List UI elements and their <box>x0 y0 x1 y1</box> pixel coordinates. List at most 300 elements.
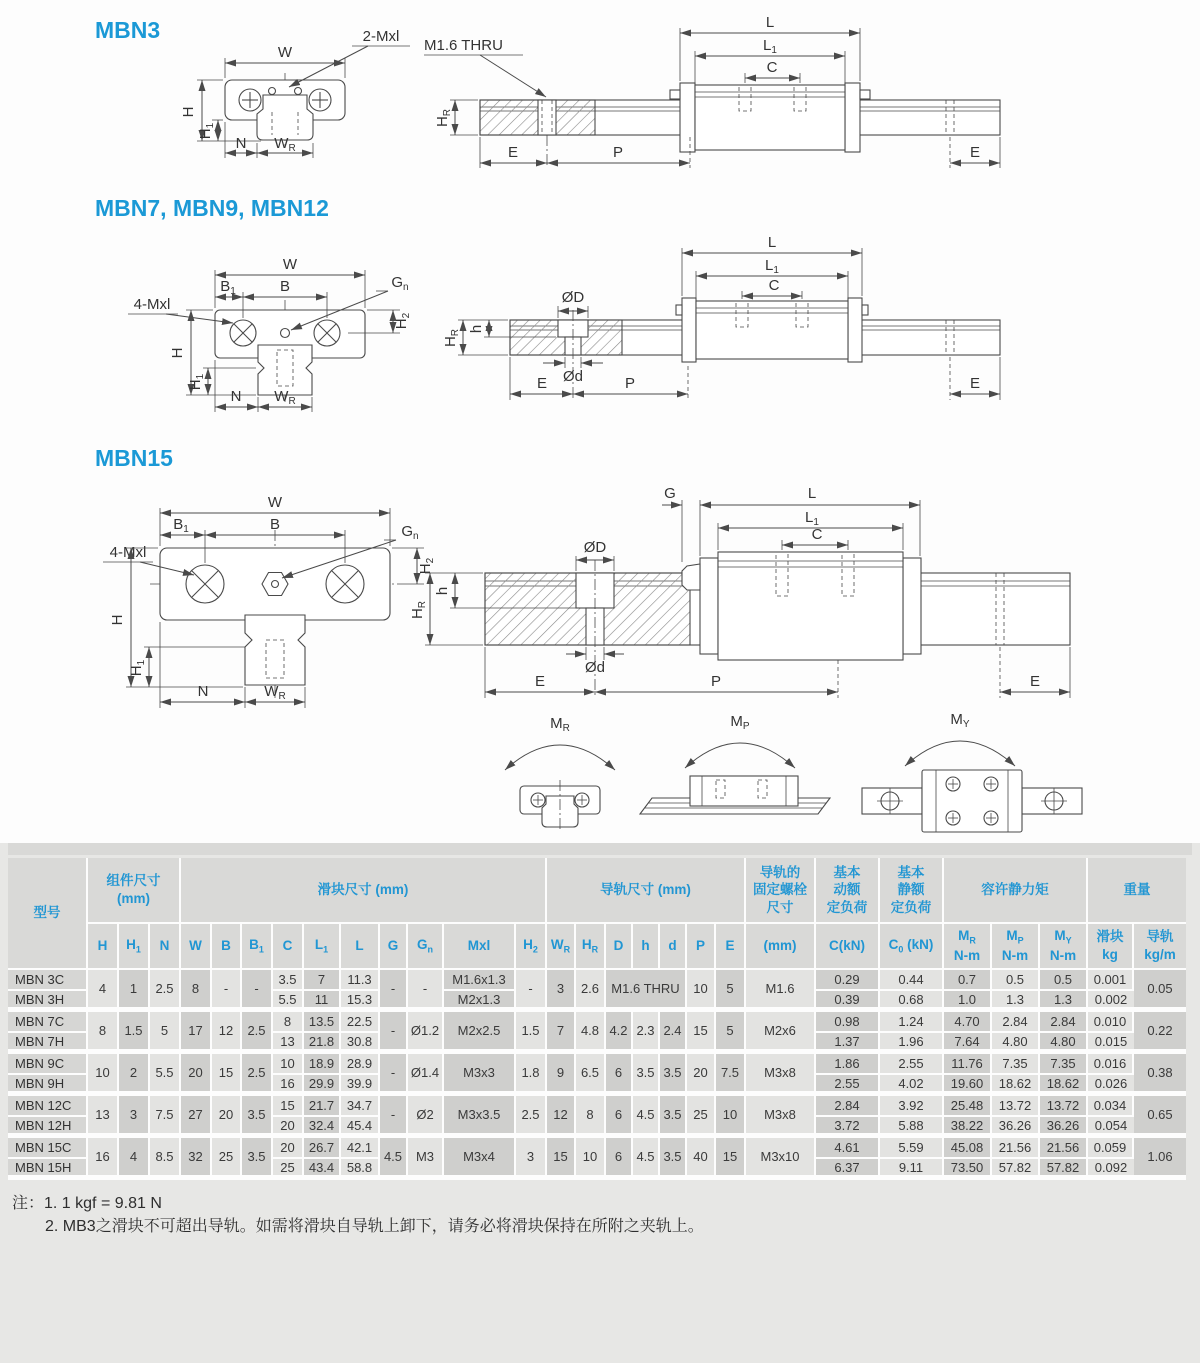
spec-cell: 3.5 <box>660 1054 687 1096</box>
spec-cell: 0.05 <box>1134 970 1186 1012</box>
spec-cell: - <box>516 970 547 1012</box>
spec-cell: 1.06 <box>1134 1138 1186 1180</box>
dim-label-hr: $H_R$ <box>442 328 461 348</box>
spec-cell: 4.5 <box>633 1096 660 1138</box>
header-col: (mm) <box>746 924 816 970</box>
dim-label-h2: $H_2$ <box>393 312 412 330</box>
spec-cell: 45.08 <box>944 1138 992 1159</box>
spec-cell: 7.64 <box>944 1033 992 1054</box>
spec-cell: 25.48 <box>944 1096 992 1117</box>
header-col: $B_1$ <box>242 924 273 970</box>
spec-cell: 0.026 <box>1088 1075 1134 1096</box>
dim-label-l1: $L_1$ <box>763 37 777 56</box>
section-title-mbn15: MBN15 <box>95 445 173 471</box>
spec-cell: 13.72 <box>1040 1096 1088 1117</box>
spec-cell: 4.80 <box>992 1033 1040 1054</box>
spec-cell: 20 <box>273 1138 304 1159</box>
spec-cell: 3 <box>119 1096 150 1138</box>
bolt-cell: M3x10 <box>746 1138 816 1180</box>
dim-label-p: P <box>710 673 722 690</box>
spec-cell: 3 <box>516 1138 547 1180</box>
spec-cell: 0.015 <box>1088 1033 1134 1054</box>
header-col: H <box>88 924 119 970</box>
moment-mp-diagram <box>640 713 830 814</box>
model-cell: MBN 12C <box>8 1096 88 1117</box>
dim-label-e: E <box>536 375 548 392</box>
spec-cell: 15 <box>212 1054 242 1096</box>
header-group: 导轨的 固定螺栓 尺寸 <box>746 858 816 924</box>
spec-cell: 4 <box>119 1138 150 1180</box>
moment-label-my: $M_Y$ <box>950 711 970 730</box>
spec-cell: 18.9 <box>304 1054 341 1075</box>
spec-cell: 0.68 <box>880 991 944 1012</box>
header-col: $M_R$ N-m <box>944 924 992 970</box>
header-col: $C_0$ (kN) <box>880 924 944 970</box>
header-col: W <box>181 924 212 970</box>
model-cell: MBN 9H <box>8 1075 88 1096</box>
spec-cell: M3x4 <box>444 1138 516 1180</box>
spec-cell: 1.24 <box>880 1012 944 1033</box>
spec-cell: 16 <box>88 1138 119 1180</box>
dim-label-e2: E <box>1029 673 1041 690</box>
dim-label-n: N <box>230 388 242 405</box>
spec-cell: 7 <box>304 970 341 991</box>
spec-cell: 4.02 <box>880 1075 944 1096</box>
spec-cell: 10 <box>273 1054 304 1075</box>
bolt-cell: M1.6 <box>746 970 816 1012</box>
dim-label-c: C <box>766 59 778 76</box>
spec-cell: 10 <box>716 1096 746 1138</box>
spec-cell: 1.96 <box>880 1033 944 1054</box>
spec-cell: 1.5 <box>516 1012 547 1054</box>
dim-label-h: H <box>109 614 126 626</box>
dim-label-4mxl: 4-Mxl <box>133 296 171 313</box>
spec-cell: 1 <box>119 970 150 1012</box>
spec-cell: 19.60 <box>944 1075 992 1096</box>
spec-cell: 3.5 <box>242 1096 273 1138</box>
spec-cell: 57.82 <box>992 1159 1040 1180</box>
header-col: $G_n$ <box>408 924 444 970</box>
spec-cell: 0.002 <box>1088 991 1134 1012</box>
spec-cell: 2.84 <box>1040 1012 1088 1033</box>
header-col: C(kN) <box>816 924 880 970</box>
dim-label-smalld: Ød <box>584 659 606 676</box>
spec-cell: 20 <box>212 1096 242 1138</box>
header-col: Mxl <box>444 924 516 970</box>
spec-cell: 4.8 <box>576 1012 606 1054</box>
dim-label-n: N <box>235 135 247 152</box>
spec-cell: 3.5 <box>660 1096 687 1138</box>
spec-cell: 7 <box>547 1012 576 1054</box>
spec-cell: 2 <box>119 1054 150 1096</box>
footnote-1 <box>12 1192 1188 1215</box>
header-col: N <box>150 924 181 970</box>
model-cell: MBN 12H <box>8 1117 88 1138</box>
spec-cell: 25 <box>273 1159 304 1180</box>
spec-cell: 0.5 <box>1040 970 1088 991</box>
spec-cell: 5 <box>716 970 746 1012</box>
spec-cell: 21.8 <box>304 1033 341 1054</box>
dim-label-hr: $H_R$ <box>434 108 453 128</box>
section-title-mbn3: MBN3 <box>95 17 161 43</box>
spec-cell: 10 <box>576 1138 606 1180</box>
header-col: h <box>633 924 660 970</box>
header-group: 滑块尺寸 (mm) <box>181 858 547 924</box>
spec-cell: 5.59 <box>880 1138 944 1159</box>
spec-cell: 2.84 <box>992 1012 1040 1033</box>
spec-cell: 4.5 <box>633 1138 660 1180</box>
header-col: $H_R$ <box>576 924 606 970</box>
specification-table-area <box>0 843 1200 1363</box>
spec-cell: 0.016 <box>1088 1054 1134 1075</box>
spec-cell: 73.50 <box>944 1159 992 1180</box>
spec-cell: 4.5 <box>380 1138 408 1180</box>
spec-cell: 0.65 <box>1134 1096 1186 1138</box>
dim-label-hr: $H_R$ <box>409 600 428 620</box>
dim-label-h: H <box>169 347 186 359</box>
spec-cell: 29.9 <box>304 1075 341 1096</box>
dim-label-l1: $L_1$ <box>765 257 779 276</box>
spec-cell: 12 <box>212 1012 242 1054</box>
spec-cell: 3.5 <box>633 1054 660 1096</box>
mbn3-side-view <box>424 14 1000 168</box>
spec-cell: 20 <box>181 1054 212 1096</box>
dim-label-e: E <box>534 673 546 690</box>
dim-label-b: B <box>269 516 281 533</box>
footnote-2-text: 2. MB3之滑块不可超出导轨。如需将滑块自导轨上卸下，请务必将滑块保持在所附之夹轨上。 <box>45 1218 704 1236</box>
header-group: 导轨尺寸 (mm) <box>547 858 746 924</box>
spec-cell: M3x3 <box>444 1054 516 1096</box>
spec-cell: 17 <box>181 1012 212 1054</box>
dim-label-wr: $W_R$ <box>264 683 286 702</box>
header-group: 基本 动额 定负荷 <box>816 858 880 924</box>
spec-cell: 42.1 <box>341 1138 380 1159</box>
header-col: L <box>341 924 380 970</box>
dim-label-e2: E <box>969 375 981 392</box>
model-cell: MBN 9C <box>8 1054 88 1075</box>
spec-cell: 11.3 <box>341 970 380 991</box>
spec-cell: 58.8 <box>341 1159 380 1180</box>
dim-label-c: C <box>811 526 823 543</box>
spec-cell: 2.55 <box>880 1054 944 1075</box>
spec-cell: 0.39 <box>816 991 880 1012</box>
spec-cell: 13.72 <box>992 1096 1040 1117</box>
dim-label-wr: $W_R$ <box>274 135 296 154</box>
header-model: 型号 <box>8 858 88 970</box>
spec-cell: 0.98 <box>816 1012 880 1033</box>
header-col: P <box>687 924 716 970</box>
spec-cell: 2.3 <box>633 1012 660 1054</box>
spec-cell: M2x1.3 <box>444 991 516 1012</box>
spec-cell: 11.76 <box>944 1054 992 1075</box>
header-col: 滑块 kg <box>1088 924 1134 970</box>
spec-cell: - <box>212 970 242 1012</box>
spec-cell: M1.6 THRU <box>606 970 687 1012</box>
header-col: $M_P$ N-m <box>992 924 1040 970</box>
header-col: $L_1$ <box>304 924 341 970</box>
dim-label-hsmall: h <box>434 586 451 596</box>
spec-cell: 6 <box>606 1054 633 1096</box>
spec-cell: 13 <box>273 1033 304 1054</box>
moment-label-mp: $M_P$ <box>730 713 750 732</box>
spec-cell: 2.5 <box>516 1096 547 1138</box>
spec-cell: 28.9 <box>341 1054 380 1075</box>
spec-cell: 57.82 <box>1040 1159 1088 1180</box>
spec-cell: 3.5 <box>660 1138 687 1180</box>
spec-cell: 36.26 <box>992 1117 1040 1138</box>
spec-cell: 32.4 <box>304 1117 341 1138</box>
model-cell: MBN 15H <box>8 1159 88 1180</box>
dim-label-w: W <box>282 256 298 273</box>
spec-cell: 15 <box>687 1012 716 1054</box>
bolt-cell: M3x8 <box>746 1096 816 1138</box>
spec-cell: 18.62 <box>1040 1075 1088 1096</box>
spec-cell: M3 <box>408 1138 444 1180</box>
dim-label-h: H <box>180 106 197 118</box>
spec-cell: - <box>380 970 408 1012</box>
spec-cell: Ø1.2 <box>408 1012 444 1054</box>
spec-cell: 3.5 <box>242 1138 273 1180</box>
spec-cell: 1.3 <box>992 991 1040 1012</box>
moment-my-diagram <box>862 711 1082 832</box>
mbn3-front-view <box>180 28 410 158</box>
spec-cell: 43.4 <box>304 1159 341 1180</box>
spec-cell: 8.5 <box>150 1138 181 1180</box>
spec-cell: - <box>242 970 273 1012</box>
spec-cell: 15 <box>716 1138 746 1180</box>
dim-label-gn: $G_n$ <box>401 523 419 542</box>
spec-cell: 15.3 <box>341 991 380 1012</box>
spec-cell: 26.7 <box>304 1138 341 1159</box>
spec-cell: 0.059 <box>1088 1138 1134 1159</box>
table-top-strip <box>8 843 1192 855</box>
dim-label-bigd: ØD <box>561 289 585 306</box>
dim-label-w: W <box>267 494 283 511</box>
spec-cell: 3.72 <box>816 1117 880 1138</box>
footnote-1-text: 1. 1 kgf = 9.81 N <box>44 1195 162 1212</box>
spec-cell: M1.6x1.3 <box>444 970 516 991</box>
spec-cell: 1.37 <box>816 1033 880 1054</box>
spec-cell: 1.5 <box>119 1012 150 1054</box>
footnote-prefix: 注： <box>12 1195 45 1212</box>
spec-cell: 16 <box>273 1075 304 1096</box>
spec-cell: 7.5 <box>716 1054 746 1096</box>
spec-cell: 18.62 <box>992 1075 1040 1096</box>
spec-cell: 9.11 <box>880 1159 944 1180</box>
dim-label-smalld: Ød <box>562 368 584 385</box>
spec-cell: 0.38 <box>1134 1054 1186 1096</box>
moment-label-mr: $M_R$ <box>550 715 570 734</box>
spec-cell: 2.5 <box>242 1012 273 1054</box>
spec-cell: 0.010 <box>1088 1012 1134 1033</box>
spec-cell: 7.35 <box>992 1054 1040 1075</box>
dim-label-b1: $B_1$ <box>220 278 236 297</box>
spec-cell: 8 <box>88 1012 119 1054</box>
spec-cell: 30.8 <box>341 1033 380 1054</box>
model-cell: MBN 15C <box>8 1138 88 1159</box>
header-col: $W_R$ <box>547 924 576 970</box>
spec-cell: 2.5 <box>242 1054 273 1096</box>
spec-cell: 0.5 <box>992 970 1040 991</box>
spec-cell: Ø1.4 <box>408 1054 444 1096</box>
spec-cell: 7.5 <box>150 1096 181 1138</box>
footnotes <box>12 1192 1188 1238</box>
spec-cell: 4.70 <box>944 1012 992 1033</box>
dim-label-bigd: ØD <box>583 539 607 556</box>
spec-cell: 11 <box>304 991 341 1012</box>
header-col: 导轨 kg/m <box>1134 924 1186 970</box>
header-group: 组件尺寸 (mm) <box>88 858 181 924</box>
spec-cell: 8 <box>181 970 212 1012</box>
spec-cell: 21.7 <box>304 1096 341 1117</box>
spec-cell: 0.034 <box>1088 1096 1134 1117</box>
spec-cell: 25 <box>212 1138 242 1180</box>
spec-cell: 0.29 <box>816 970 880 991</box>
spec-cell: 3.5 <box>273 970 304 991</box>
spec-cell: 6 <box>606 1138 633 1180</box>
dim-label-b1: $B_1$ <box>173 516 189 535</box>
spec-cell: 6 <box>606 1096 633 1138</box>
spec-cell: 25 <box>687 1096 716 1138</box>
dim-label-h1: $H_1$ <box>187 373 206 391</box>
header-col: $M_Y$ N-m <box>1040 924 1088 970</box>
header-col: B <box>212 924 242 970</box>
model-cell: MBN 7H <box>8 1033 88 1054</box>
spec-cell: - <box>380 1054 408 1096</box>
model-cell: MBN 3C <box>8 970 88 991</box>
spec-cell: 22.5 <box>341 1012 380 1033</box>
spec-cell: 2.6 <box>576 970 606 1012</box>
spec-cell: 1.86 <box>816 1054 880 1075</box>
dim-label-l1: $L_1$ <box>805 509 819 528</box>
spec-cell: 2.5 <box>150 970 181 1012</box>
header-col: E <box>716 924 746 970</box>
spec-cell: - <box>408 970 444 1012</box>
dim-label-l: L <box>807 485 817 502</box>
header-group: 重量 <box>1088 858 1186 924</box>
footnote-2 <box>12 1215 1188 1238</box>
dim-label-h2: $H_2$ <box>417 557 436 575</box>
spec-cell: 20 <box>687 1054 716 1096</box>
spec-cell: 5 <box>716 1012 746 1054</box>
dim-label-e: E <box>507 144 519 161</box>
spec-cell: 3.92 <box>880 1096 944 1117</box>
spec-cell: 21.56 <box>1040 1138 1088 1159</box>
bolt-cell: M3x8 <box>746 1054 816 1096</box>
dim-label-n: N <box>197 683 209 700</box>
spec-cell: 10 <box>88 1054 119 1096</box>
dim-label-wr: $W_R$ <box>274 388 296 407</box>
header-col: C <box>273 924 304 970</box>
spec-cell: 4.80 <box>1040 1033 1088 1054</box>
spec-cell: 39.9 <box>341 1075 380 1096</box>
dim-label-2mxl: 2-Mxl <box>362 28 400 45</box>
header-col: $H_2$ <box>516 924 547 970</box>
spec-cell: 1.8 <box>516 1054 547 1096</box>
spec-cell: M3x3.5 <box>444 1096 516 1138</box>
spec-cell: 13 <box>88 1096 119 1138</box>
bolt-cell: M2x6 <box>746 1012 816 1054</box>
spec-cell: 15 <box>547 1138 576 1180</box>
spec-cell: 10 <box>687 970 716 1012</box>
dim-label-gn: $G_n$ <box>391 274 409 293</box>
spec-cell: 6.37 <box>816 1159 880 1180</box>
spec-cell: 2.84 <box>816 1096 880 1117</box>
spec-cell: 5.5 <box>273 991 304 1012</box>
header-col: $H_1$ <box>119 924 150 970</box>
spec-cell: 9 <box>547 1054 576 1096</box>
spec-cell: - <box>380 1096 408 1138</box>
spec-cell: 2.55 <box>816 1075 880 1096</box>
dim-label-g: G <box>664 485 676 502</box>
dim-label-h1: $H_1$ <box>197 122 216 140</box>
header-col: d <box>660 924 687 970</box>
spec-cell: 0.22 <box>1134 1012 1186 1054</box>
mbn15-side-view <box>409 485 1070 698</box>
dim-label-e2: E <box>969 144 981 161</box>
header-group: 容许静力矩 <box>944 858 1088 924</box>
dim-label-hsmall: h <box>468 324 485 334</box>
spec-cell: 4.61 <box>816 1138 880 1159</box>
dim-label-m16thru: M1.6 THRU <box>424 37 503 54</box>
spec-cell: 15 <box>273 1096 304 1117</box>
header-group: 基本 静额 定负荷 <box>880 858 944 924</box>
spec-cell: 3 <box>547 970 576 1012</box>
spec-cell: 38.22 <box>944 1117 992 1138</box>
header-col: D <box>606 924 633 970</box>
dim-label-l: L <box>765 14 775 31</box>
spec-cell: 13.5 <box>304 1012 341 1033</box>
spec-cell: Ø2 <box>408 1096 444 1138</box>
spec-cell: 1.0 <box>944 991 992 1012</box>
spec-cell: 4.2 <box>606 1012 633 1054</box>
mbn7-9-12-front-view <box>128 256 412 412</box>
spec-cell: 0.092 <box>1088 1159 1134 1180</box>
section-title-mbn7-9-12: MBN7, MBN9, MBN12 <box>95 195 329 221</box>
dim-label-4mxl: 4-Mxl <box>109 544 147 561</box>
model-cell: MBN 7C <box>8 1012 88 1033</box>
spec-cell: 5 <box>150 1012 181 1054</box>
spec-cell: - <box>380 1012 408 1054</box>
spec-cell: 5.5 <box>150 1054 181 1096</box>
spec-cell: 6.5 <box>576 1054 606 1096</box>
spec-cell: 36.26 <box>1040 1117 1088 1138</box>
spec-cell: 32 <box>181 1138 212 1180</box>
dim-label-b: B <box>279 278 291 295</box>
spec-cell: 8 <box>273 1012 304 1033</box>
dim-label-h1: $H_1$ <box>128 659 147 677</box>
spec-cell: 20 <box>273 1117 304 1138</box>
moment-mr-diagram <box>505 715 615 832</box>
spec-cell: 12 <box>547 1096 576 1138</box>
dim-label-c: C <box>768 277 780 294</box>
dim-label-w: W <box>277 44 293 61</box>
model-cell: MBN 3H <box>8 991 88 1012</box>
spec-cell: 7.35 <box>1040 1054 1088 1075</box>
spec-cell: 5.88 <box>880 1117 944 1138</box>
dim-label-l: L <box>767 234 777 251</box>
spec-cell: 0.44 <box>880 970 944 991</box>
mbn7-9-12-side-view <box>442 234 1000 400</box>
spec-cell: 4 <box>88 970 119 1012</box>
spec-cell: 1.3 <box>1040 991 1088 1012</box>
dim-label-p: P <box>612 144 624 161</box>
dim-label-p: P <box>624 375 636 392</box>
spec-cell: M2x2.5 <box>444 1012 516 1054</box>
specification-table <box>8 858 1186 1180</box>
spec-cell: 2.4 <box>660 1012 687 1054</box>
spec-cell: 21.56 <box>992 1138 1040 1159</box>
